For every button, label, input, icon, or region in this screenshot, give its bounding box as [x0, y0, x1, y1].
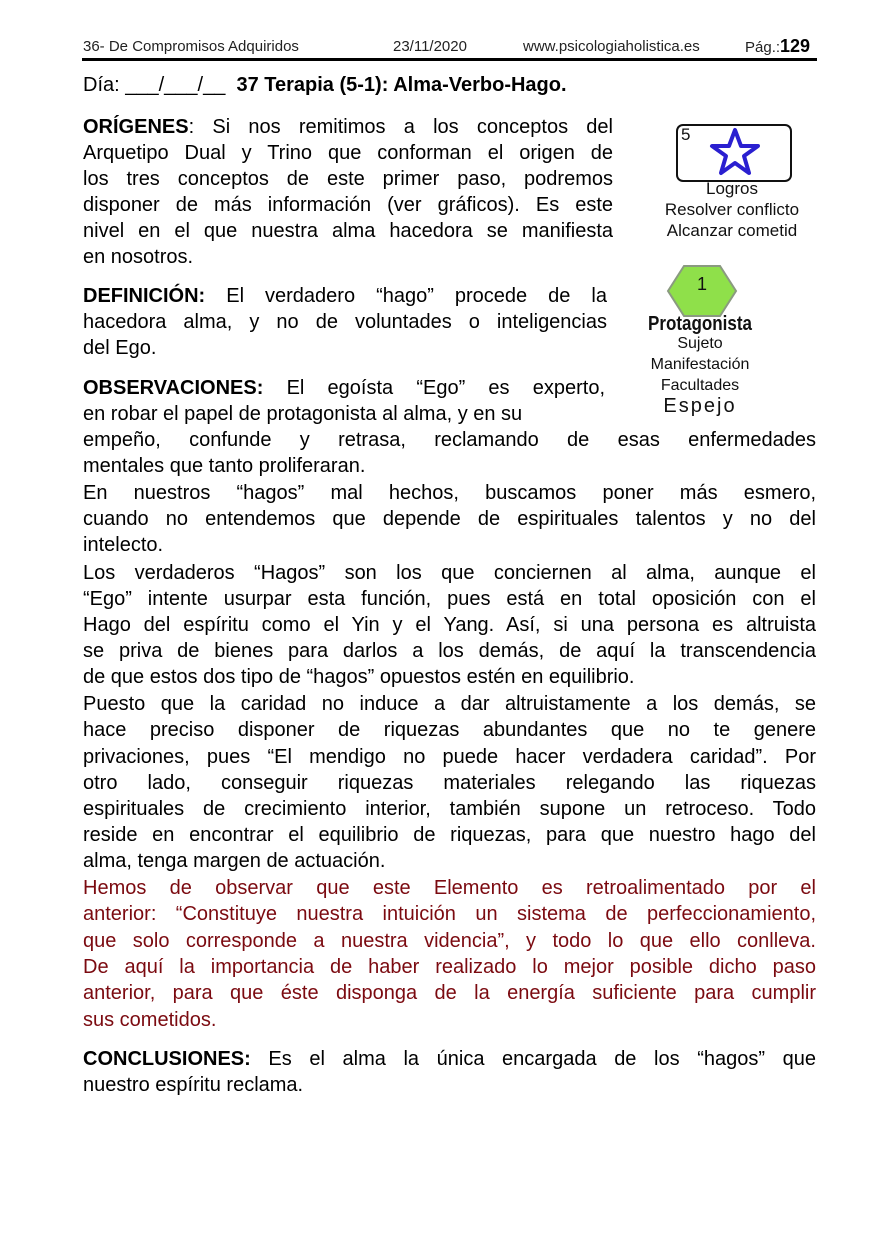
observaciones-line: se priva de bienes para darlos a los demás, de aquí la transcendencia — [83, 640, 816, 662]
definicion-line: del Ego. — [83, 337, 157, 359]
therapy-heading: 37 Terapia (5-1): Alma-Verbo-Hago. — [236, 74, 567, 96]
observaciones-line: “Ego” intente usurpar esta función, pues está en total oposición con el — [83, 588, 816, 610]
observaciones-line: cuando no entendemos que depende de espirituales talentos y no del — [83, 508, 816, 530]
header-date: 23/11/2020 — [393, 38, 467, 55]
header-divider — [82, 58, 817, 61]
header-page-number: 129 — [780, 36, 811, 56]
origenes-label: ORÍGENES — [83, 116, 189, 138]
hexagon-title: Protagonista — [648, 313, 752, 335]
origenes-line: Arquetipo Dual y Trino que conforman el origen de — [83, 142, 613, 164]
highlight-line: anterior, para que éste disponga de la energía suficiente para cumplir — [83, 982, 816, 1004]
header-chapter: 36- De Compromisos Adquiridos — [83, 38, 299, 55]
observaciones-line: otro lado, conseguir riquezas materiales relegando las riquezas — [83, 772, 816, 794]
observaciones-line: en robar el papel de protagonista al alma, y en su — [83, 403, 523, 425]
observaciones-line: alma, tenga margen de actuación. — [83, 850, 386, 872]
day-field: Día: ___/___/__ — [83, 74, 226, 96]
hexagon-label: Espejo — [663, 395, 737, 417]
star-icon — [705, 127, 765, 177]
highlight-line: De aquí la importancia de haber realizado lo mejor posible dicho paso — [83, 956, 816, 978]
origenes-line: disponer de más información (ver gráficos). Es este — [83, 194, 613, 216]
star-label: Resolver conflicto — [664, 200, 800, 219]
origenes-line: en nosotros. — [83, 246, 194, 268]
observaciones-line: Hago del espíritu como el Yin y el Yang. Así, si una persona es altruista — [83, 614, 816, 636]
highlight-line: sus cometidos. — [83, 1009, 217, 1031]
definicion-label: DEFINICIÓN: — [83, 285, 206, 307]
star-label: Alcanzar cometid — [666, 221, 798, 240]
hexagon-number: 1 — [696, 274, 707, 294]
observaciones-label: OBSERVACIONES: — [83, 377, 264, 399]
observaciones-line: En nuestros “hagos” mal hechos, buscamos poner más esmero, — [83, 482, 816, 504]
highlight-line: anterior: “Constituye nuestra intuición un sistema de perfeccionamiento, — [83, 903, 816, 925]
origenes-line: los tres conceptos de este primer paso, podremos — [83, 168, 613, 190]
observaciones-line: reside en encontrar el equilibrio de riquezas, para que nuestro hago del — [83, 824, 816, 846]
highlight-line: Hemos de observar que este Elemento es retroalimentado por el — [83, 877, 816, 899]
observaciones-line: privaciones, pues “El mendigo no puede hacer verdadera caridad”. Por — [83, 746, 816, 768]
header-page — [745, 36, 810, 57]
star-label: Logros — [706, 179, 758, 198]
page-title — [83, 74, 567, 97]
hexagon-label: Facultades — [660, 377, 740, 394]
conclusiones-label: CONCLUSIONES: — [83, 1048, 251, 1070]
observaciones-line: mentales que tanto proliferaran. — [83, 455, 366, 477]
hexagon-label: Sujeto — [677, 335, 723, 352]
figure-star — [676, 124, 792, 182]
conclusiones-line: nuestro espíritu reclama. — [83, 1074, 304, 1096]
star-number: 5 — [681, 125, 691, 144]
conclusiones-line: CONCLUSIONES: Es el alma la única encargada de los “hagos” que — [83, 1048, 816, 1070]
observaciones-line: hace preciso disponer de riquezas abundantes que no te genere — [83, 719, 816, 741]
observaciones-line: empeño, confunde y retrasa, reclamando de esas enfermedades — [83, 429, 816, 451]
hexagon-labels — [630, 333, 770, 417]
star-labels — [637, 178, 827, 241]
origenes-line: nivel en el que nuestra alma hacedora se manifiesta — [83, 220, 613, 242]
observaciones-line: espirituales de crecimiento interior, también supone un retroceso. Todo — [83, 798, 816, 820]
hexagon-label: Manifestación — [650, 356, 750, 373]
observaciones-line: Puesto que la caridad no induce a dar altruistamente a los demás, se — [83, 693, 816, 715]
header-page-label: Pág.: — [745, 39, 781, 56]
observaciones-line: OBSERVACIONES: El egoísta “Ego” es experto, — [83, 377, 605, 399]
definicion-line: hacedora alma, y no de voluntades o inteligencias — [83, 311, 607, 333]
observaciones-line: de que estos dos tipo de “hagos” opuestos estén en equilibrio. — [83, 666, 635, 688]
observaciones-line: intelecto. — [83, 534, 164, 556]
definicion-line: DEFINICIÓN: El verdadero “hago” procede de la — [83, 285, 607, 307]
header-website: www.psicologiaholistica.es — [523, 38, 700, 55]
origenes-line: ORÍGENES: Si nos remitimos a los conceptos del — [83, 116, 613, 138]
observaciones-line: Los verdaderos “Hagos” son los que conciernen al alma, aunque el — [83, 562, 816, 584]
highlight-line: que solo corresponde a nuestra videncia”, y todo lo que ello conlleva. — [83, 930, 816, 952]
